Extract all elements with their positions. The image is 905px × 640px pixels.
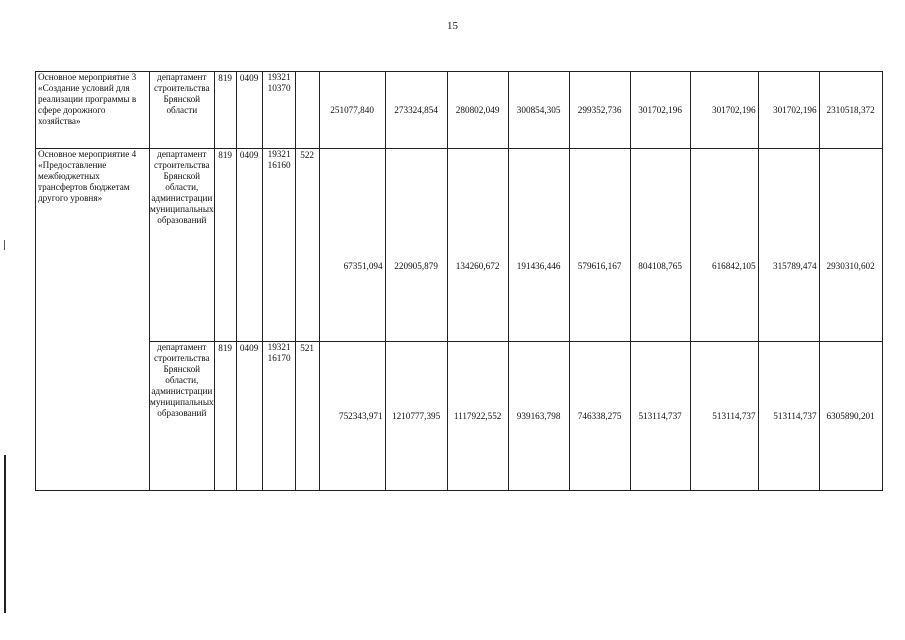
csr-cell: 19321 16170	[262, 342, 295, 491]
value-cell: 1210777,395	[385, 342, 447, 491]
table-row	[36, 72, 883, 149]
grbs-cell: 819	[214, 149, 236, 342]
rz-pr-cell: 0409	[236, 342, 262, 491]
value-cell: 513114,737	[758, 342, 819, 491]
grbs-cell: 819	[214, 342, 236, 491]
value-cell: 301702,196	[690, 72, 758, 149]
value-cell: 251077,840	[319, 72, 385, 149]
value-cell: 300854,305	[508, 72, 569, 149]
value-cell: 513114,737	[630, 342, 690, 491]
value-cell: 616842,105	[690, 149, 758, 342]
margin-mark	[4, 240, 5, 250]
vr-cell	[295, 72, 319, 149]
rz-pr-cell: 0409	[236, 72, 262, 149]
vr-cell: 522	[295, 149, 319, 342]
value-cell: 273324,854	[385, 72, 447, 149]
value-cell: 134260,672	[447, 149, 508, 342]
value-cell: 579616,167	[569, 149, 630, 342]
value-cell: 280802,049	[447, 72, 508, 149]
total-cell: 2310518,372	[819, 72, 882, 149]
table-row	[36, 342, 883, 491]
department-cell: департамент строительства Брянской области, администрации муниципальных образований	[150, 342, 215, 491]
value-cell: 299352,736	[569, 72, 630, 149]
value-cell: 746338,275	[569, 342, 630, 491]
department-cell: департамент строительства Брянской области	[150, 72, 215, 149]
value-cell: 220905,879	[385, 149, 447, 342]
table-row	[36, 149, 883, 342]
rz-pr-cell: 0409	[236, 149, 262, 342]
value-cell: 804108,765	[630, 149, 690, 342]
value-cell: 1117922,552	[447, 342, 508, 491]
margin-binding-line	[4, 455, 6, 613]
value-cell: 67351,094	[319, 149, 385, 342]
value-cell: 939163,798	[508, 342, 569, 491]
csr-cell: 19321 10370	[262, 72, 295, 149]
value-cell: 752343,971	[319, 342, 385, 491]
csr-cell: 19321 16160	[262, 149, 295, 342]
page-number: 15	[447, 20, 458, 32]
total-cell: 6305890,201	[819, 342, 882, 491]
measure-name-cell: Основное мероприятие 4 «Предоставление межбюджетных трансфертов бюджетам другого уровня»	[36, 149, 150, 491]
vr-cell: 521	[295, 342, 319, 491]
value-cell: 301702,196	[630, 72, 690, 149]
total-cell: 2930310,602	[819, 149, 882, 342]
budget-table	[35, 71, 883, 491]
value-cell: 301702,196	[758, 72, 819, 149]
grbs-cell: 819	[214, 72, 236, 149]
value-cell: 513114,737	[690, 342, 758, 491]
department-cell: департамент строительства Брянской области, администрации муниципальных образований	[150, 149, 215, 342]
value-cell: 315789,474	[758, 149, 819, 342]
measure-name-cell: Основное мероприятие 3 «Создание условий для реализации программы в сфере дорожного хозяйства»	[36, 72, 150, 149]
value-cell: 191436,446	[508, 149, 569, 342]
